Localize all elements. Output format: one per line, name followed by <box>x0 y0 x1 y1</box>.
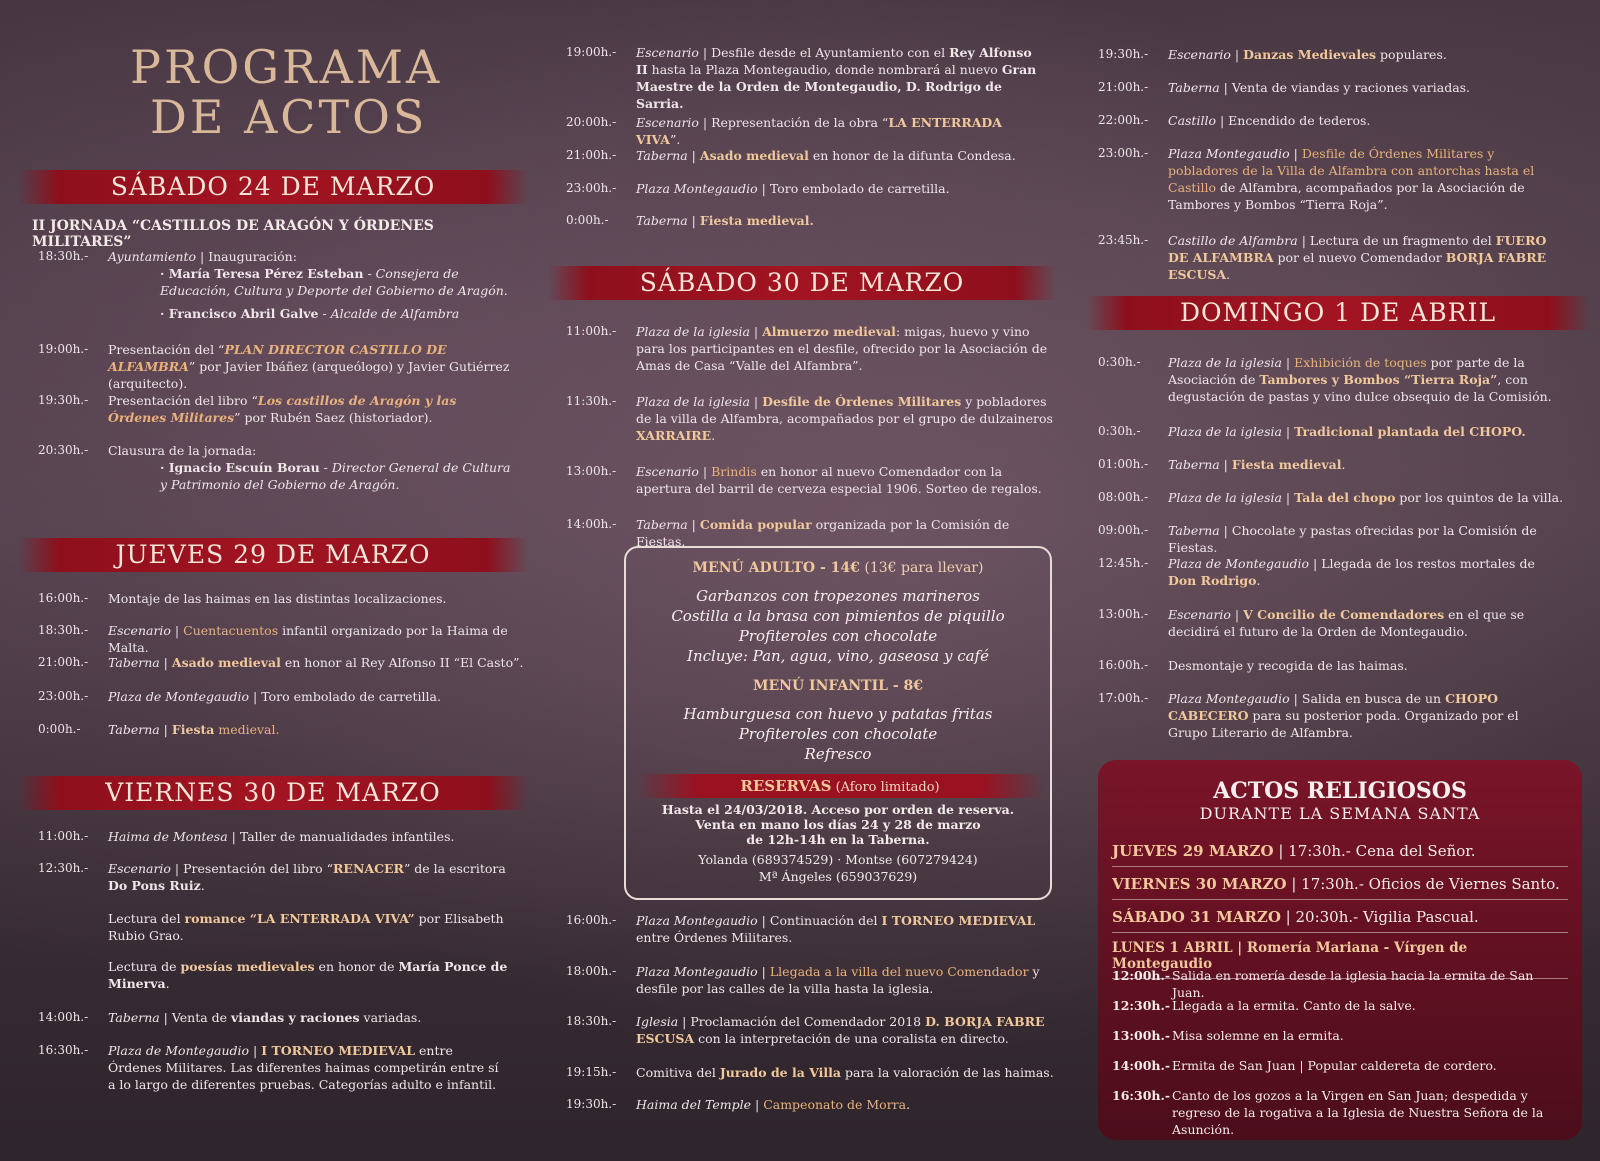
menu-box <box>624 546 1052 900</box>
menu-adult-item: Profiteroles con chocolate <box>738 627 938 645</box>
event-vie30-1230: 12:30h.- Escenario | Presentación del libro “RENACER” de la escritora Do Pons Ruiz. <box>38 861 506 893</box>
event-dom1-0800: 08:00h.- Plaza de la iglesia | Tala del chopo por los quintos de la villa. <box>1098 490 1564 505</box>
event-sab24-1900: 19:00h.- Presentación del “PLAN DIRECTOR CASTILLO DE ALFAMBRA” por Javier Ibáñez (arqueólogo) y Javier Gutiérrez (arquitecto). <box>38 342 510 391</box>
menu-kids-title: MENÚ INFANTIL - 8€ <box>752 678 924 694</box>
religious-subtitle: DURANTE LA SEMANA SANTA <box>1199 804 1481 823</box>
romeria-item: 16:30h.- Canto de los gozos a la Virgen en San Juan; despedida y regreso de la rogativa a la Iglesia de Nuestra Señora de la Asunción. <box>1112 1088 1544 1137</box>
event-dom1-0100: 01:00h.- Taberna | Fiesta medieval. <box>1098 457 1346 472</box>
event-vie30-lectura-2: Lectura de poesías medievales en honor de María Ponce de Minerva. <box>108 959 508 991</box>
reservas-line: Venta en mano los días 24 y 28 de marzo <box>695 817 981 832</box>
event-sab30-1130: 11:30h.- Plaza de la iglesia | Desfile de Órdenes Militares y pobladores de la villa de Alfambra, acompañados por el grupo de dulzaineros XARRAIRE. <box>566 394 1053 443</box>
banner-viernes-30: VIERNES 30 DE MARZO <box>18 776 528 810</box>
event-sab30-2300: 23:00h.- Plaza Montegaudio | Desfile de Órdenes Militares y pobladores de la Villa de Alfambra con antorchas hasta el Castillo de Alfambra, acompañados por la Asociación de Tambores y Bombos “Tierra Roja”. <box>1098 146 1535 212</box>
event-dom1-0900: 09:00h.- Taberna | Chocolate y pastas ofrecidas por la Comisión de Fiestas. <box>1098 523 1537 555</box>
banner-jueves-29: JUEVES 29 DE MARZO <box>18 538 528 572</box>
title-line-1: PROGRAMA <box>130 40 443 94</box>
event-vie30-1630: 16:30h.- Plaza de Montegaudio | I TORNEO MEDIEVAL entre Órdenes Militares. Las diferentes haimas competirán entre sí a lo largo de diferentes pruebas. Categorías adulto e infantil. <box>38 1043 499 1092</box>
religious-row: VIERNES 30 MARZO | 17:30h.- Oficios de Viernes Santo. <box>1112 875 1568 900</box>
reservas-line: Hasta el 24/03/2018. Acceso por orden de reserva. <box>661 802 1015 817</box>
religious-box <box>1098 760 1582 1140</box>
romeria-item: 13:00h.- Misa solemne en la ermita. <box>1112 1028 1344 1043</box>
event-sab30-1830: 18:30h.- Iglesia | Proclamación del Comendador 2018 D. BORJA FABRE ESCUSA con la interpretación de una coralista en directo. <box>566 1014 1045 1046</box>
event-jue29-1600: 16:00h.- Montaje de las haimas en las distintas localizaciones. <box>38 591 447 606</box>
event-vie30-1900: 19:00h.- Escenario | Desfile desde el Ayuntamiento con el Rey Alfonso II hasta la Plaza Montegaudio, donde nombrará al nuevo Gran Maestre de la Orden de Montegaudio, D. Rodrigo de Sarria. <box>566 45 1037 111</box>
event-sab30-1100: 11:00h.- Plaza de la iglesia | Almuerzo medieval: migas, huevo y vino para los participantes en el desfile, ofrecido por la Asociación de Amas de Casa “Valle del Alfambra”. <box>566 324 1048 373</box>
event-sab30-1600: 16:00h.- Plaza Montegaudio | Continuación del I TORNEO MEDIEVAL entre Órdenes Militares. <box>566 913 1036 945</box>
event-dom1-0030b: 0:30h.- Plaza de la iglesia | Tradicional plantada del CHOPO. <box>1098 424 1526 439</box>
menu-kids-item: Refresco <box>804 745 872 763</box>
event-dom1-1300: 13:00h.- Escenario | V Concilio de Comendadores en el que se decidirá el futuro de la Orden de Montegaudio. <box>1098 607 1525 639</box>
menu-adult-item: Garbanzos con tropezones marineros <box>696 587 980 605</box>
event-vie30-lectura-1: Lectura del romance “LA ENTERRADA VIVA” por Elisabeth Rubio Grao. <box>108 911 504 943</box>
menu-kids-item: Hamburguesa con huevo y patatas fritas <box>683 705 993 723</box>
religious-row: SÁBADO 31 MARZO | 20:30h.- Vigilia Pascual. <box>1112 908 1568 933</box>
page-title <box>130 40 443 144</box>
religious-title: ACTOS RELIGIOSOS <box>1213 778 1467 804</box>
event-sab30-1930: 19:30h.- Haima del Temple | Campeonato de Morra. <box>566 1097 911 1112</box>
event-sab24-2030: 20:30h.- Clausura de la jornada: · Ignacio Escuín Borau - Director General de Cultura y Patrimonio del Gobierno de Aragón. <box>38 443 511 492</box>
menu-adult-title: MENÚ ADULTO - 14€ (13€ para llevar) <box>692 560 984 576</box>
event-jue29-1830: 18:30h.- Escenario | Cuentacuentos infantil organizado por la Haima de Malta. <box>38 623 508 655</box>
event-sab30-2200: 22:00h.- Castillo | Encendido de tederos. <box>1098 113 1371 128</box>
event-sab30-1800: 18:00h.- Plaza Montegaudio | Llegada a la villa del nuevo Comendador y desfile por las calles de la villa hasta la iglesia. <box>566 964 1040 996</box>
event-sab24-1830: 18:30h.- Ayuntamiento | Inauguración: · María Teresa Pérez Esteban - Consejera de Educación, Cultura y Deporte del Gobierno de Aragón. · Francisco Abril Galve - Alcalde de Alfambra <box>38 248 518 328</box>
event-vie30-1400: 14:00h.- Taberna | Venta de viandas y raciones variadas. <box>38 1010 422 1025</box>
reservas-phones: Yolanda (689374529) · Montse (607279424) <box>698 852 978 867</box>
event-dom1-1600: 16:00h.- Desmontaje y recogida de las haimas. <box>1098 658 1408 673</box>
romeria-item: 12:00h.- Salida en romería desde la iglesia hacia la ermita de San Juan. <box>1112 968 1534 1000</box>
banner-domingo-1: DOMINGO 1 DE ABRIL <box>1086 296 1590 330</box>
event-sab24-1930: 19:30h.- Presentación del libro “Los castillos de Aragón y las Órdenes Militares” por Rubén Saez (historiador). <box>38 393 457 425</box>
banner-sabado-24: SÁBADO 24 DE MARZO <box>18 170 528 204</box>
event-time: 18:30h.- <box>38 249 89 263</box>
event-place: Ayuntamiento <box>108 249 197 264</box>
event-sab30-2345: 23:45h.- Castillo de Alfambra | Lectura de un fragmento del FUERO DE ALFAMBRA por el nuevo Comendador BORJA FABRE ESCUSA. <box>1098 233 1547 282</box>
event-sab30-1300: 13:00h.- Escenario | Brindis en honor al nuevo Comendador con la apertura del barril de cerveza especial 1906. Sorteo de regalos. <box>566 464 1042 496</box>
event-vie30-2100: 21:00h.- Taberna | Asado medieval en honor de la difunta Condesa. <box>566 148 1016 163</box>
romeria-item: 14:00h.- Ermita de San Juan | Popular caldereta de cordero. <box>1112 1058 1497 1073</box>
event-vie30-0000: 0:00h.- Taberna | Fiesta medieval. <box>566 213 814 228</box>
event-vie30-2000: 20:00h.- Escenario | Representación de la obra “LA ENTERRADA VIVA”. <box>566 115 1002 147</box>
reservas-band: RESERVAS (Aforo limitado) <box>636 774 1044 798</box>
event-dom1-0030: 0:30h.- Plaza de la iglesia | Exhibición de toques por parte de la Asociación de Tambores y Bombos “Tierra Roja”, con degustación de pastas y vino dulce obsequio de la Comisión. <box>1098 355 1552 404</box>
event-dom1-1245: 12:45h.- Plaza de Montegaudio | Llegada de los restos mortales de Don Rodrigo. <box>1098 556 1535 588</box>
reservas-phones: Mª Ángeles (659037629) <box>758 869 918 884</box>
event-dom1-1700: 17:00h.- Plaza Montegaudio | Salida en busca de un CHOPO CABECERO para su posterior poda. Organizado por el Grupo Literario de Alfambra. <box>1098 691 1519 740</box>
jornada-subtitle: II JORNADA “CASTILLOS DE ARAGÓN Y ÓRDENES MILITARES” <box>32 218 434 250</box>
event-sab30-1915: 19:15h.- Comitiva del Jurado de la Villa para la valoración de las haimas. <box>566 1065 1054 1080</box>
menu-adult-item: Incluye: Pan, agua, vino, gaseosa y café <box>687 647 989 665</box>
romeria-item: 12:30h.- Llegada a la ermita. Canto de la salve. <box>1112 998 1416 1013</box>
event-sab30-1400: 14:00h.- Taberna | Comida popular organizada por la Comisión de Fiestas. <box>566 517 1010 549</box>
menu-kids-item: Profiteroles con chocolate <box>738 725 938 743</box>
title-line-2: DE ACTOS <box>150 90 428 144</box>
banner-sabado-30: SÁBADO 30 DE MARZO <box>548 266 1056 300</box>
event-jue29-0000: 0:00h.- Taberna | Fiesta medieval. <box>38 722 280 737</box>
event-sab30-1930b: 19:30h.- Escenario | Danzas Medievales populares. <box>1098 47 1447 62</box>
event-vie30-1100: 11:00h.- Haima de Montesa | Taller de manualidades infantiles. <box>38 829 455 844</box>
event-jue29-2100: 21:00h.- Taberna | Asado medieval en honor al Rey Alfonso II “El Casto”. <box>38 655 524 670</box>
event-vie30-2300: 23:00h.- Plaza Montegaudio | Toro embolado de carretilla. <box>566 181 950 196</box>
menu-adult-item: Costilla a la brasa con pimientos de piquillo <box>671 607 1005 625</box>
religious-row: JUEVES 29 MARZO | 17:30h.- Cena del Señor. <box>1112 842 1568 867</box>
guest-1: · María Teresa Pérez Esteban - Consejera de Educación, Cultura y Deporte del Gobierno de Aragón. <box>160 266 508 298</box>
religious-row: LUNES 1 ABRIL | Romería Mariana - Vírgen de Montegaudio <box>1112 940 1568 979</box>
reservas-line: de 12h-14h en la Taberna. <box>746 832 930 847</box>
event-sab30-2100: 21:00h.- Taberna | Venta de viandas y raciones variadas. <box>1098 80 1471 95</box>
event-jue29-2300: 23:00h.- Plaza de Montegaudio | Toro embolado de carretilla. <box>38 689 441 704</box>
guest-2: · Francisco Abril Galve - Alcalde de Alfambra <box>160 306 460 321</box>
